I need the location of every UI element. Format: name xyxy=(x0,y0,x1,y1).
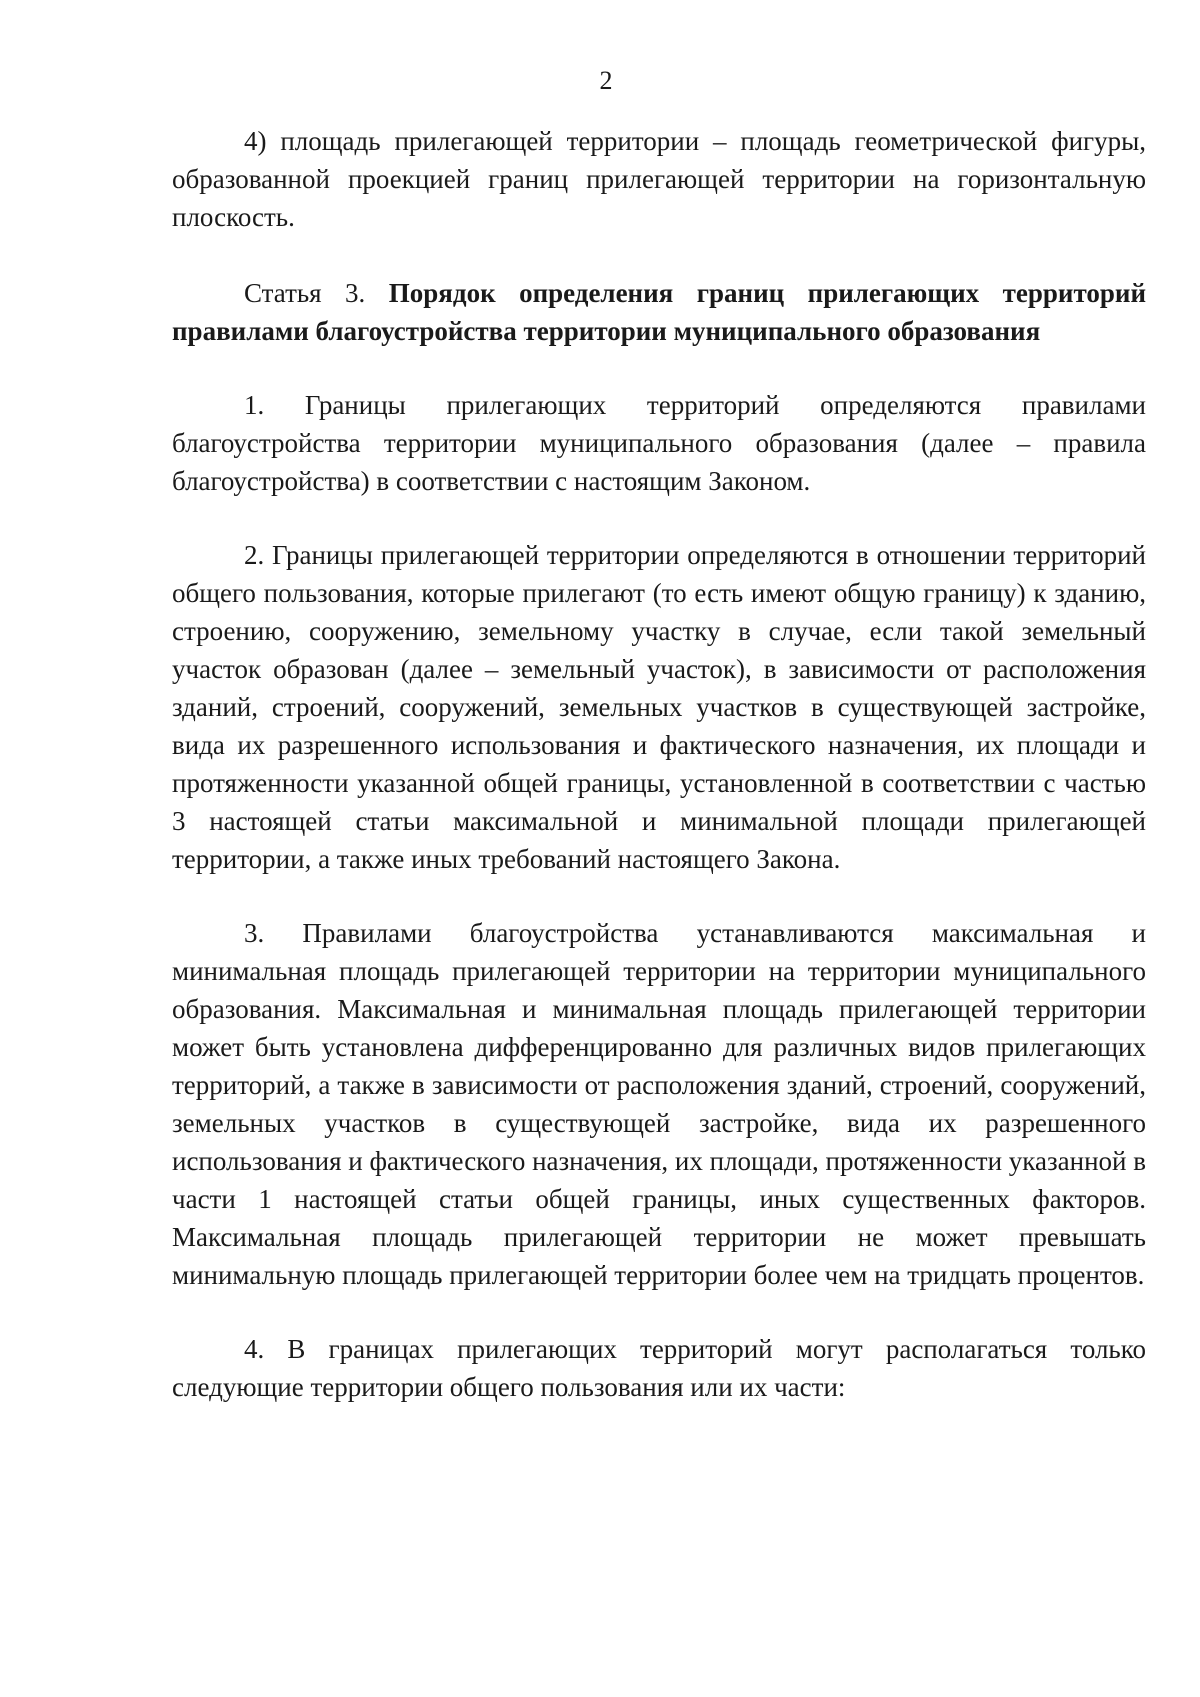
article-3-title: Порядок определения границ прилегающих территорий правилами благоустройства территории муниципального образования xyxy=(172,278,1146,346)
paragraph-part-2: 2. Границы прилегающей территории определяются в отношении территорий общего пользования, которые прилегают (то есть имеют общую границу) к зданию, строению, сооружению, земельному участку в случае, если такой земельный участок образован (далее – земельный участок), в зависимости от расположения зданий, строений, сооружений, земельных участков в существующей застройке, вида их разрешенного использования и фактического назначения, их площади и протяженности указанной общей границы, установленной в соответствии с частью 3 настоящей статьи максимальной и минимальной площади прилегающей территории, а также иных требований настоящего Закона. xyxy=(172,540,1146,874)
paragraph-item-4: 4) площадь прилегающей территории – площадь геометрической фигуры, образованной проекцией границ прилегающей территории на горизонтальную плоскость. xyxy=(172,126,1146,232)
paragraph-part-1: 1. Границы прилегающих территорий определяются правилами благоустройства территории муниципального образования (далее – правила благоустройства) в соответствии с настоящим Законом. xyxy=(172,390,1146,496)
article-3-label: Статья 3. xyxy=(244,278,366,308)
paragraph-part-4: 4. В границах прилегающих территорий могут располагаться только следующие территории общего пользования или их части: xyxy=(172,1334,1146,1402)
page-number: 2 xyxy=(599,66,613,95)
paragraph-part-3: 3. Правилами благоустройства устанавливаются максимальная и минимальная площадь прилегающей территории на территории муниципального образования. Максимальная и минимальная площадь прилегающей территории может быть установлена дифференцированно для различных видов прилегающих территорий, а также в зависимости от расположения зданий, строений, сооружений, земельных участков в существующей застройке, вида их разрешенного использования и фактического назначения, их площади, протяженности указанной в части 1 настоящей статьи общей границы, иных существенных факторов. Максимальная площадь прилегающей территории не может превышать минимальную площадь прилегающей территории более чем на тридцать процентов. xyxy=(172,918,1146,1290)
document-body xyxy=(172,122,1146,1406)
article-3-heading xyxy=(172,274,1146,350)
